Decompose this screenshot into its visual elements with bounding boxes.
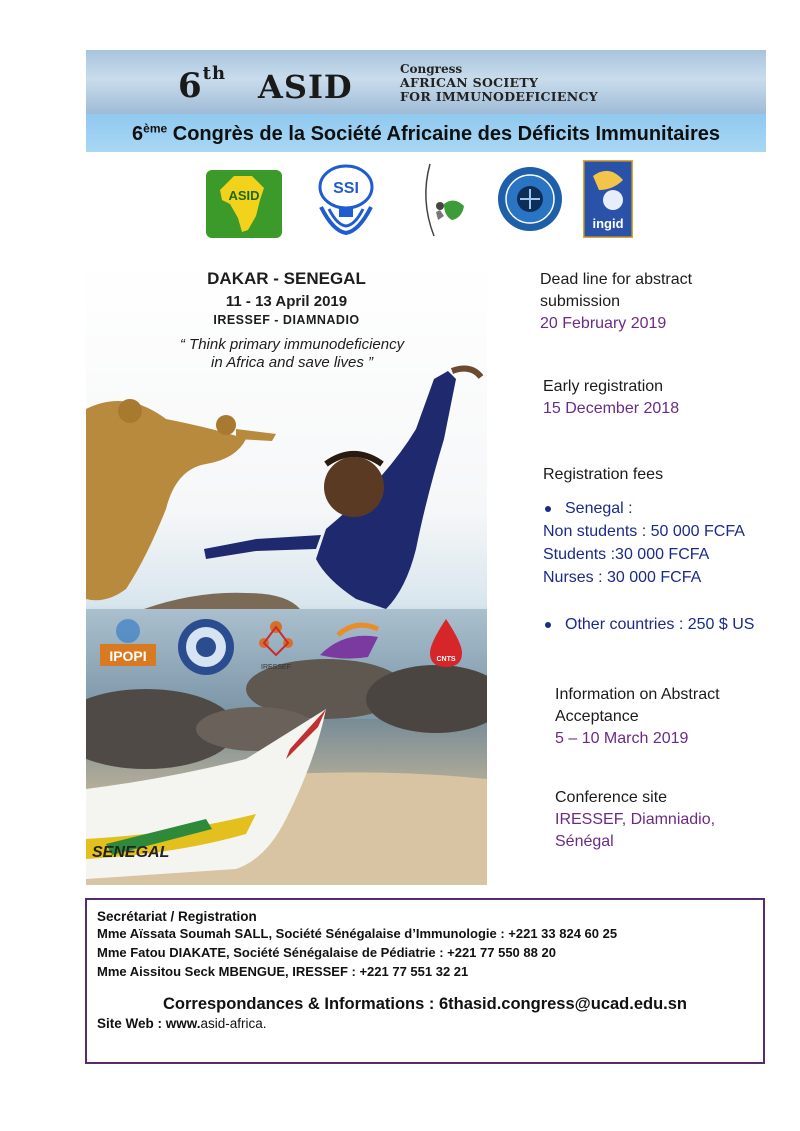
svg-text:IPOPI: IPOPI bbox=[109, 648, 147, 664]
bullet-icon bbox=[545, 622, 551, 628]
edition-number: 6th bbox=[178, 62, 227, 106]
society-name: AFRICAN SOCIETY FOR IMMUNODEFICIENCY bbox=[400, 75, 598, 104]
acronym: ASID bbox=[258, 68, 353, 106]
early-registration-date: 15 December 2018 bbox=[543, 400, 680, 417]
poster-slogan: “ Think primary immunodeficiency in Africa and save lives ” bbox=[179, 336, 405, 371]
asid-logo-text: ASID bbox=[228, 188, 260, 203]
registration-fees-list bbox=[543, 497, 754, 636]
ssi-logo bbox=[313, 163, 379, 237]
fee-non-students: Non students : 50 000 FCFA bbox=[543, 523, 745, 540]
svg-text:CNTS: CNTS bbox=[436, 656, 456, 663]
correspondence-email[interactable]: Correspondances & Informations : 6thasid.congress@ucad.edu.sn bbox=[162, 995, 688, 1013]
fee-students: Students :30 000 FCFA bbox=[543, 546, 710, 563]
french-title-bar bbox=[86, 114, 766, 152]
early-registration: Early registration 15 December 2018 bbox=[543, 376, 679, 420]
website-link[interactable]: Site Web : www.asid-africa. bbox=[97, 1016, 267, 1031]
ssi-logo-text: SSI bbox=[333, 180, 359, 197]
fee-nurses: Nurses : 30 000 FCFA bbox=[543, 569, 702, 586]
poster-city: DAKAR - SENEGAL bbox=[207, 269, 366, 288]
ingid-logo bbox=[583, 160, 633, 238]
cia-samu-logo bbox=[178, 619, 234, 675]
abstract-acceptance: Information on Abstract Acceptance 5 – 10 March 2019 bbox=[555, 684, 720, 750]
abstract-deadline-date: 20 February 2019 bbox=[540, 315, 667, 332]
soimeatza-logo bbox=[496, 164, 564, 234]
boat-text: SENEGAL bbox=[92, 844, 170, 861]
secretariat-title: Secrétariat / Registration bbox=[97, 909, 257, 924]
asid-logo bbox=[206, 170, 282, 238]
poster-dates: 11 - 13 April 2019 bbox=[225, 293, 348, 310]
french-title: 6ème Congrès de la Société Africaine des Déficits Immunitaires bbox=[132, 121, 720, 145]
fee-other-countries: Other countries : 250 $ US bbox=[543, 613, 754, 636]
contact-line: Mme Fatou DIAKATE, Société Sénégalaise de Pédiatrie : +221 77 550 88 20 bbox=[97, 945, 556, 960]
abstract-acceptance-date: 5 – 10 March 2019 bbox=[555, 730, 689, 747]
svg-text:IRESSEF: IRESSEF bbox=[261, 664, 291, 671]
contact-line: Mme Aissitou Seck MBENGUE, IRESSEF : +221 77 551 32 21 bbox=[97, 964, 469, 979]
bullet-icon bbox=[545, 506, 551, 512]
congress-poster bbox=[86, 259, 487, 885]
ssp-logo bbox=[414, 160, 476, 240]
fee-senegal-heading: Senegal : bbox=[543, 497, 754, 520]
secretariat-box bbox=[85, 898, 765, 1064]
poster-venue: IRESSEF - DIAMNADIO bbox=[213, 313, 360, 327]
congress-word: Congress bbox=[400, 62, 463, 76]
abstract-deadline: Dead line for abstract submission 20 February 2019 bbox=[540, 269, 692, 335]
conference-site: Conference site IRESSEF, Diamniadio, Sénégal bbox=[555, 789, 716, 850]
registration-fees-label: Registration fees bbox=[543, 466, 664, 483]
header-banner bbox=[86, 50, 766, 114]
ingid-logo-text: ingid bbox=[592, 216, 624, 231]
contact-line: Mme Aïssata Soumah SALL, Société Sénégalaise d’Immunologie : +221 33 824 60 25 bbox=[97, 926, 618, 941]
